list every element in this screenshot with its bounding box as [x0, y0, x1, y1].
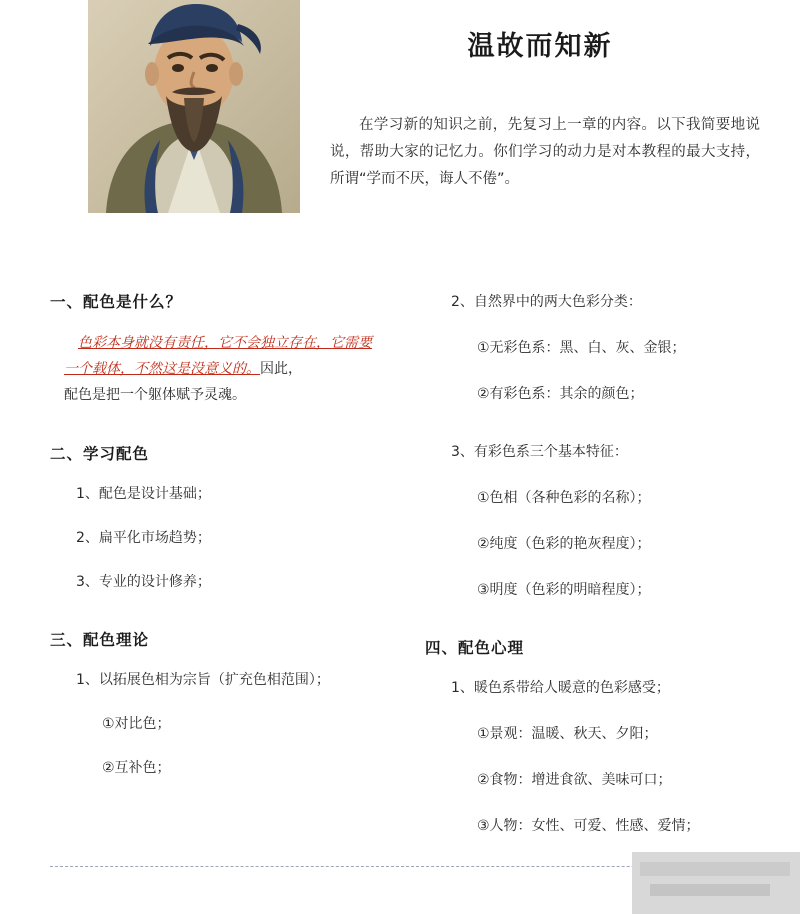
list-item: ③明度（色彩的明暗程度）；	[477, 582, 651, 598]
footer-watermark	[632, 852, 800, 914]
list-item: 3、专业的设计修养；	[76, 574, 211, 590]
list-item: ①色相（各种色彩的名称）；	[477, 490, 651, 506]
list-item: 1、配色是设计基础；	[76, 486, 211, 502]
confucius-portrait	[88, 0, 300, 213]
emphasis-paragraph	[50, 330, 380, 408]
list-item: ①景观：温暖、秋天、夕阳；	[477, 726, 658, 742]
section-heading-4: 四、配色心理	[425, 639, 525, 657]
list-item: ②有彩色系：其余的颜色；	[477, 386, 644, 402]
list-item: ②纯度（色彩的艳灰程度）；	[477, 536, 651, 552]
right-column	[425, 290, 770, 860]
emphasis-tail: 因此，	[260, 361, 302, 377]
list-item: 1、暖色系带给人暖意的色彩感受；	[451, 680, 670, 696]
list-item: 1、以拓展色相为宗旨（扩充色相范围）；	[76, 672, 330, 688]
list-item: 2、扁平化市场趋势；	[76, 530, 211, 546]
section-heading-2: 二、学习配色	[50, 445, 150, 463]
section-heading-3: 三、配色理论	[50, 631, 150, 649]
left-column	[50, 290, 380, 780]
section-learn-color	[50, 442, 380, 594]
section-color-classification	[425, 290, 770, 406]
intro-paragraph: 在学习新的知识之前，先复习上一章的内容。以下我简要地说说，帮助大家的记忆力。你们学习的动力是对本教程的最大支持，所谓“学而不厌，诲人不倦”。	[330, 117, 760, 187]
watermark-line-1	[640, 862, 790, 876]
list-item: ②食物：增进食欲、美味可口；	[477, 772, 672, 788]
page-title: 温故而知新	[467, 31, 613, 62]
list-item: ②互补色；	[102, 760, 171, 776]
document-header	[0, 0, 800, 235]
list-item: 2、自然界中的两大色彩分类：	[451, 294, 642, 310]
list-item: ③人物：女性、可爱、性感、爱情；	[477, 818, 700, 834]
list-item: ①对比色；	[102, 716, 171, 732]
section-color-attributes	[425, 440, 770, 602]
section-color-psychology	[425, 636, 770, 838]
emphasis-text: 色彩本身就没有责任，它不会独立存在，它需要一个载体，不然这是没意义的。	[64, 335, 372, 377]
section-color-theory	[50, 628, 380, 780]
watermark-line-2	[650, 884, 770, 896]
section-what-is-color	[50, 290, 380, 408]
emphasis-tail-2: 配色是把一个躯体赋予灵魂。	[64, 387, 246, 403]
list-item: ①无彩色系：黑、白、灰、金银；	[477, 340, 686, 356]
section-heading-1: 一、配色是什么？	[50, 293, 183, 311]
list-item: 3、有彩色系三个基本特征：	[451, 444, 628, 460]
